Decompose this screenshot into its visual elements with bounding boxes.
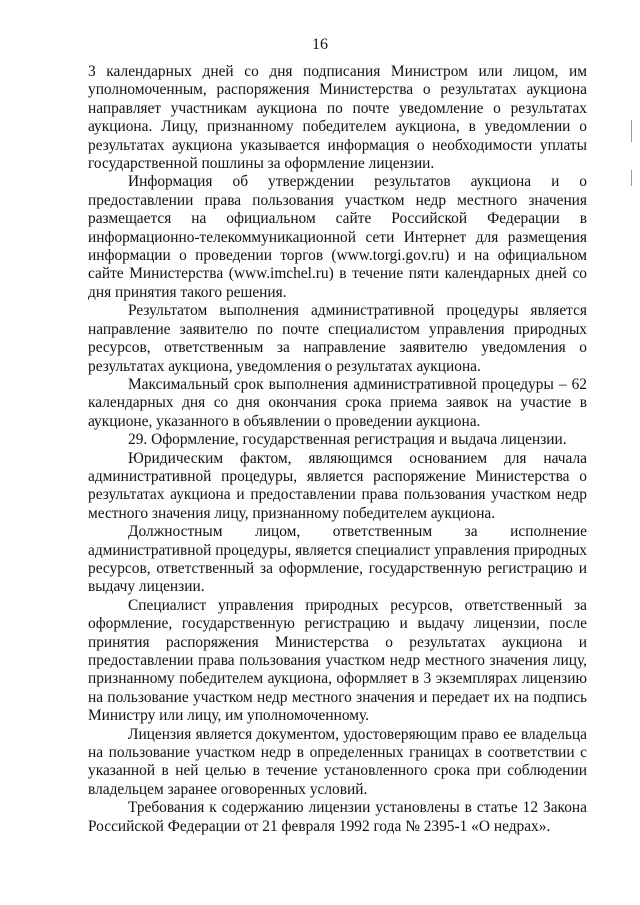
section-heading-29: 29. Оформление, государственная регистрация и выдача лицензии.	[128, 431, 567, 449]
paragraph-license-preparation: Специалист управления природных ресурсов, ответственный за оформление, государственную регистрацию и выдачу лицензии, после принятия распоряжения Министерства о результатах аукциона и предоставлении права пользования участком недр местного значения лицу, признанному победителем аукциона, оформляет в 3 экземплярах лицензию на пользование участком недр местного значения и передает их на подпись Министру или лицу, им уполномоченному.	[88, 596, 587, 725]
paragraph-license-requirements: Требования к содержанию лицензии установлены в статье 12 Закона Российской Федерации от 21 февраля 1992 года № 2395-1 «О недрах».	[88, 799, 587, 835]
paragraph-results-publication: Информация об утверждении результатов аукциона и о предоставлении права пользования участком недр местного значения размещается на официальном сайте Российской Федерации в информационно-телекоммуникационной сети Интернет для размещения информации о проведении торгов (www.torgi.gov.ru) и на официальном сайте Министерства (www.imchel.ru) в течение пяти календарных дней со дня принятия такого решения.	[88, 173, 587, 301]
paragraph-max-term: Максимальный срок выполнения административной процедуры – 62 календарных дня со дня окончания срока приема заявок на участие в аукционе, указанного в объявлении о проведении аукциона.	[88, 375, 587, 430]
paragraph-responsible-official: Должностным лицом, ответственным за исполнение административной процедуры, является специалист управления природных ресурсов, ответственный за оформление, государственную регистрацию и выдачу лицензии.	[88, 523, 587, 596]
paragraph-legal-fact: Юридическим фактом, являющимся основанием для начала административной процедуры, является распоряжение Министерства о результатах аукциона и предоставлении права пользования участком недр местного значения лицу, признанному победителем аукциона.	[88, 449, 587, 522]
paragraph-license-definition: Лицензия является документом, удостоверяющим право ее владельца на пользование участком недр в определенных границах в соответствии с указанной в ней целью в течение установленного срока при соблюдении владельцем заранее оговоренных условий.	[88, 725, 587, 798]
scan-edge-mark	[631, 170, 632, 186]
scan-edge-mark	[631, 120, 632, 142]
page-number: 16	[312, 36, 328, 53]
paragraph-procedure-result: Результатом выполнения административной процедуры является направление заявителю по почте специалистом управления природных ресурсов, ответственным за направление заявителю уведомления о результатах аукциона, уведомления о результатах аукциона.	[88, 302, 587, 375]
document-body	[88, 63, 587, 836]
paragraph-auction-notification: 3 календарных дней со дня подписания Министром или лицом, им уполномоченным, распоряжения Министерства о результатах аукциона направляет участникам аукциона по почте уведомление о результатах аукциона. Лицу, признанному победителем аукциона, в уведомлении о результатах аукциона указывается информация о необходимости уплаты государственной пошлины за оформление лицензии.	[88, 63, 587, 173]
